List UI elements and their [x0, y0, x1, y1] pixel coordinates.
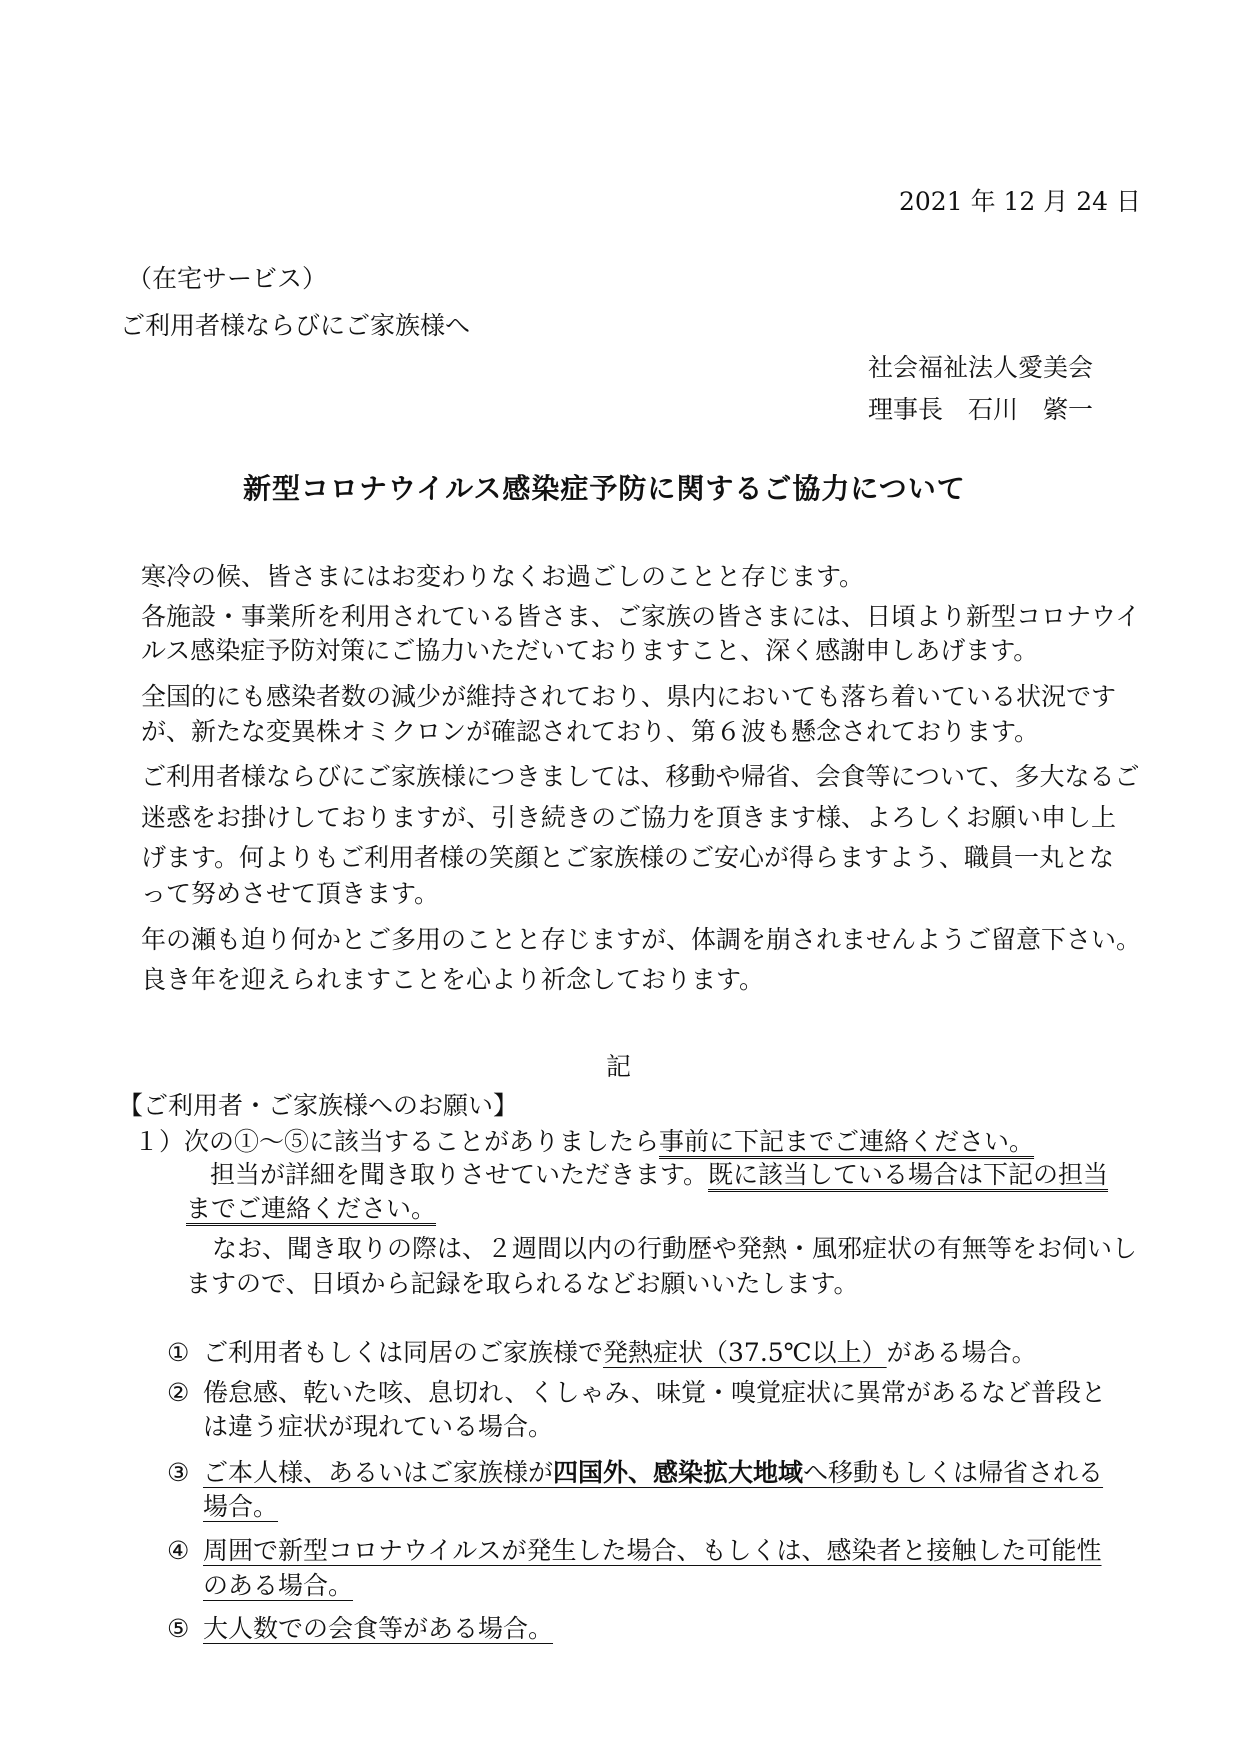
item1-line: なお、聞き取りの際は、２週間以内の行動歴や発熱・風邪症状の有無等をお伺いし	[212, 1234, 1138, 1263]
condition-mark: ⑤	[167, 1614, 190, 1643]
item1-line: ますので、日頃から記録を取られるなどお願いいたします。	[186, 1269, 859, 1298]
condition-mark: ②	[167, 1378, 190, 1407]
body-line: 寒冷の候、皆さまにはお変わりなくお過ごしのことと存じます。	[141, 562, 865, 591]
condition-mark: ③	[167, 1458, 190, 1487]
condition-item-2-cont: は違う症状が現れている場合。	[203, 1412, 554, 1441]
item1-number: １）	[134, 1127, 185, 1156]
body-line: 各施設・事業所を利用されている皆さま、ご家族の皆さまには、日頃より新型コロナウイ	[141, 602, 1141, 631]
sender-organization: 社会福祉法人愛美会	[868, 353, 1094, 382]
body-line: げます。何よりもご利用者様の笑顔とご家族様のご安心が得らますよう、職員一丸とな	[141, 843, 1115, 872]
item1-line: までご連絡ください。	[186, 1194, 437, 1223]
condition-item-5: ⑤ 大人数での会食等がある場合。	[167, 1614, 554, 1643]
page-title: 新型コロナウイルス感染症予防に関するご協力について	[243, 472, 966, 505]
item1-text: 次の①～⑤に該当することがありましたら	[184, 1127, 660, 1156]
ki-marker: 記	[606, 1052, 632, 1081]
condition-item-4-cont: のある場合。	[203, 1571, 354, 1600]
item1-already-applicable: 既に該当している場合は下記の担当	[708, 1160, 1109, 1189]
recipient-addressee: ご利用者様ならびにご家族様へ	[120, 311, 471, 340]
region-highlight: 四国外、感染拡大地域	[553, 1458, 804, 1487]
body-line: 年の瀬も迫り何かとご多用のことと存じますが、体調を崩されませんようご留意下さい。	[141, 925, 1142, 954]
body-line: が、新たな変異株オミクロンが確認されており、第６波も懸念されております。	[141, 717, 1040, 746]
recipient-service: （在宅サービス）	[127, 264, 328, 293]
item1-line	[134, 1126, 1034, 1158]
condition-item-4: ④ 周囲で新型コロナウイルスが発生した場合、もしくは、感染者と接触した可能性	[167, 1536, 1102, 1565]
condition-item-1: ① ご利用者もしくは同居のご家族様で発熱症状（37.5℃以上）がある場合。	[167, 1338, 1037, 1367]
request-heading: 【ご利用者・ご家族様へのお願い】	[118, 1091, 519, 1120]
body-line: 良き年を迎えられますことを心より祈念しております。	[141, 965, 765, 994]
item1-contact-request: 事前に下記までご連絡ください。	[659, 1127, 1035, 1156]
body-line: 迷惑をお掛けしておりますが、引き続きのご協力を頂きます様、よろしくお願い申し上	[141, 803, 1117, 832]
condition-item-2: ② 倦怠感、乾いた咳、息切れ、くしゃみ、味覚・嗅覚症状に異常があるなど普段と	[167, 1378, 1107, 1407]
condition-mark: ④	[167, 1536, 190, 1565]
body-line: って努めさせて頂きます。	[141, 879, 440, 908]
condition-item-3: ③ ご本人様、あるいはご家族様が四国外、感染拡大地域へ移動もしくは帰省される	[167, 1458, 1104, 1487]
condition-mark: ①	[167, 1338, 190, 1367]
body-line: ご利用者様ならびにご家族様につきましては、移動や帰省、会食等について、多大なるご	[141, 762, 1140, 791]
fever-condition: 発熱症状（37.5℃以上）	[603, 1338, 887, 1367]
body-line: ルス感染症予防対策にご協力いただいておりますこと、深く感謝申しあげます。	[141, 636, 1039, 665]
condition-item-3-cont: 場合。	[203, 1492, 279, 1521]
body-line: 全国的にも感染者数の減少が維持されており、県内においても落ち着いている状況です	[141, 682, 1117, 711]
letter-date: 2021 年 12 月 24 日	[899, 187, 1141, 216]
item1-line: 担当が詳細を聞き取りさせていただきます。既に該当している場合は下記の担当	[210, 1160, 1109, 1189]
sender-person: 理事長 石川 綮一	[868, 395, 1094, 424]
